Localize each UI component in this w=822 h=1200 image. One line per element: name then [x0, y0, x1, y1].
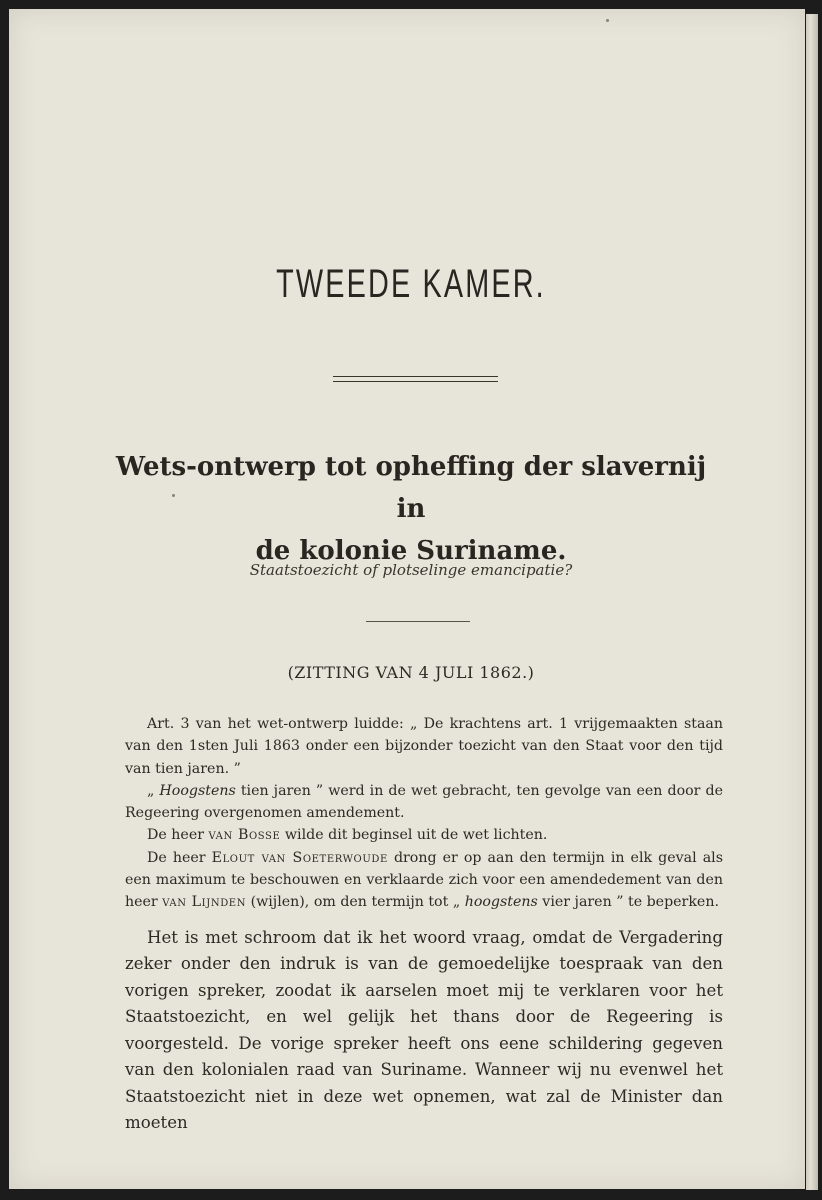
- text-run: (wijlen), om den termijn tot „: [246, 894, 465, 911]
- text-run: drong er op aan den termijn in elk geval als een maximum te beschouwen en verklaarde zich voor een amendedement van den heer: [125, 849, 723, 911]
- bill-title-line-2: de kolonie Suriname.: [255, 536, 567, 566]
- paragraph-elout: [125, 847, 723, 914]
- text-run: Art. 3 van het wet-ontwerp luidde: „ De krachtens art. 1 vrijgemaakten staan van den 1sten Juli 1863 onder een bijzonder toezicht van den Staat voor den tijd van tien jaren. ”: [125, 716, 723, 777]
- text-run: vier jaren ” te beperken.: [537, 894, 719, 911]
- page-heading: TWEEDE KAMER.: [276, 262, 546, 306]
- text-run: „: [147, 782, 160, 799]
- body-text: [125, 713, 723, 1137]
- heading-double-rule: [333, 376, 498, 382]
- text-run: De heer: [147, 849, 212, 866]
- bill-title: [100, 446, 722, 572]
- sub-question: Staatstoezicht of plotselinge emancipatie?: [249, 561, 573, 579]
- page-edge: [806, 14, 818, 1190]
- intro-section: [125, 713, 723, 914]
- speech-section: [125, 925, 723, 1137]
- text-run: De heer: [147, 827, 209, 844]
- italic-term: hoogstens: [464, 894, 538, 911]
- bill-title-line-1: Wets-ontwerp tot opheffing der slavernij in: [115, 452, 707, 524]
- paragraph-hoogstens: [125, 780, 723, 825]
- speaker-name: van Bosse: [208, 827, 281, 844]
- speaker-name: van Lijnden: [162, 894, 247, 911]
- paragraph-article-3: [125, 713, 723, 780]
- paper-speck: [606, 19, 609, 22]
- paragraph-van-bosse: [125, 824, 723, 846]
- separator-rule: [366, 621, 470, 622]
- paragraph-speech: Het is met schroom dat ik het woord vraag, omdat de Vergadering zeker onder den indruk is van de gemoedelijke toespraak van den vorigen spreker, zoodat ik aarselen moet mij te verklaren voor het Staatstoezicht, en wel gelijk het thans door de Regeering is voorgesteld. De vorige spreker heeft ons eene schildering gegeven van den kolonialen raad van Suriname. Wanneer wij nu evenwel het Staatstoezicht niet in deze wet opnemen, wat zal de Minister dan moeten: [125, 927, 723, 1133]
- session-date: (ZITTING VAN 4 JULI 1862.): [287, 663, 535, 682]
- text-run: tien jaren ” werd in de wet gebracht, ten gevolge van een door de Regeering overgenomen amendement.: [125, 782, 723, 822]
- italic-term: Hoogstens: [159, 782, 236, 799]
- speaker-name: Elout van Soeterwoude: [211, 849, 388, 866]
- text-run: wilde dit beginsel uit de wet lichten.: [280, 827, 548, 844]
